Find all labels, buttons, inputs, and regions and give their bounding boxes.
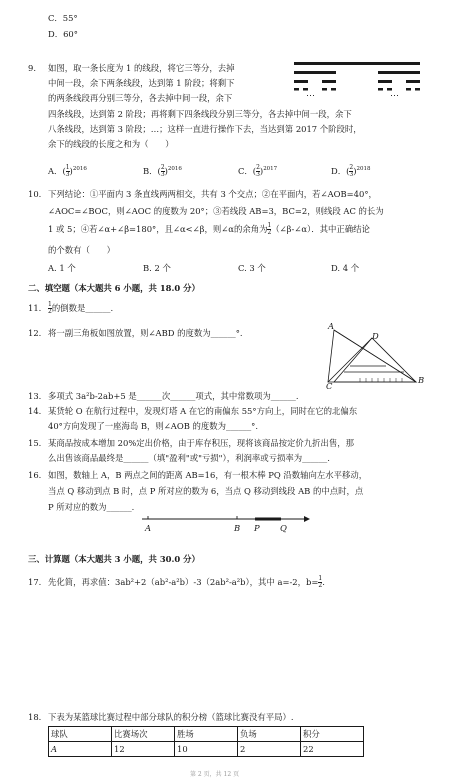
section-fill-in-title: 二、填空题（本大题共 6 小题，共 18.0 分） [28, 283, 200, 293]
q10-option-c: C. 3 个 [238, 263, 266, 273]
page-footer: 第 2 页，共 12 页 [190, 771, 240, 778]
q10-option-d: D. 4 个 [331, 263, 360, 273]
q9-line3: 的两条线段再分别三等分，各去掉中间一段，余下 [48, 93, 233, 103]
q16-line3: P 所对应的数为______. [48, 502, 135, 512]
q11-number: 11. [28, 303, 42, 313]
q9-number: 9. [28, 63, 36, 73]
cantor-dots-left: ⋯ [306, 91, 315, 101]
q15-line2: 么出售该商品最终是______（填"盈利"或"亏损"），利润率或亏损率为______. [48, 453, 330, 463]
q9-line2: 中间一段，余下两条线段，达到第 1 阶段；将剩下 [48, 78, 235, 88]
q10-line1: 下列结论：①平面内 3 条直线两两相交，共有 3 个交点；②在平面内，若∠AOB=40°， [48, 189, 377, 199]
score-table [48, 726, 364, 757]
q17-text: 先化简，再求值：3ab²+2（ab²-a²b）-3（2ab²-a²b），其中 a=-2，b= $\frac{1}{2}$ . [48, 575, 325, 589]
q10-option-a: A. 1 个 [48, 263, 76, 273]
table-cell: 12 [112, 742, 175, 757]
fig12-label-d: D [372, 331, 379, 341]
q12-number: 12. [28, 328, 42, 338]
q13-text: 多项式 3a²b-2ab+5 是______次______项式，其中常数项为______. [48, 391, 299, 401]
numline-label-a: A [145, 523, 152, 533]
numline-label-p: P [254, 523, 260, 533]
fig12-label-b: B [418, 375, 425, 385]
q10-number: 10. [28, 189, 42, 199]
q16-line2: 当点 Q 移动到点 B 时，点 P 所对应的数为 6，当点 Q 移动到线段 AB 的中点时，点 [48, 486, 364, 496]
q15-line1: 某商品按成本增加 20%定出价格，由于库存积压，现将该商品按定价九折出售，那 [48, 438, 355, 448]
q10-line4: 的个数有（ ） [48, 245, 115, 255]
q9-line1: 如图，取一条长度为 1 的线段，将它三等分，去掉 [48, 63, 235, 73]
numline-label-b: B [234, 523, 241, 533]
q10-line3: 1 或 5；④若∠α+∠β=180°，且∠α<∠β，则∠α的余角为 $\frac{1}{2}$ （∠β-∠α）．其中正确结论 [48, 222, 370, 236]
q10-option-b: B. 2 个 [143, 263, 171, 273]
q9-line4: 四条线段，达到第 2 阶段；再将剩下四条线段分别三等分，各去掉中间一段，余下 [48, 109, 352, 119]
option-c-top: C．55° [48, 13, 78, 23]
cantor-dots-right: ⋯ [390, 91, 399, 101]
q14-line1: 某货轮 O 在航行过程中，发现灯塔 A 在它的南偏东 55°方向上，同时在它的北偏东 [48, 406, 358, 416]
q9-option-a: A．( $\frac{1}{3}$ )$^{2016}$ [48, 163, 87, 178]
q16-number: 16. [28, 470, 42, 480]
q9-line5: 八条线段，达到第 3 阶段；…；这样一直进行操作下去，当达到第 2017 个阶段时， [48, 124, 362, 134]
fig12-label-c: C [326, 381, 333, 391]
table-cell: 22 [301, 742, 364, 757]
q9-option-c: C．( $\frac{2}{3}$ )$^{2017}$ [238, 163, 278, 178]
q16-line1: 如图，数轴上 A，B 两点之间的距离 AB=16，有一根木棒 PQ 沿数轴向左水平移动， [48, 470, 368, 480]
q18-text: 下表为某篮球比赛过程中部分球队的积分榜（篮球比赛没有平局）. [48, 712, 294, 722]
table-cell: 10 [175, 742, 238, 757]
fig12-label-a: A [328, 321, 335, 331]
q15-number: 15. [28, 438, 42, 448]
q9-option-b: B．( $\frac{2}{3}$ )$^{2016}$ [143, 163, 182, 178]
q11-text: $\frac{1}{2}$ 的倒数是______. [48, 301, 114, 315]
q14-number: 14. [28, 406, 42, 416]
table-cell: A [49, 742, 112, 757]
numline-label-q: Q [280, 523, 287, 533]
option-d-top: D．60° [48, 29, 78, 39]
table-header-cell: 比赛场次 [112, 727, 175, 742]
q9-line6: 余下的线段的长度之和为（ ） [48, 139, 174, 149]
q12-text: 将一副三角板如图放置，则∠ABD 的度数为______°. [48, 328, 243, 338]
q14-line2: 40°方向发现了一座海岛 B，则∠AOB 的度数为______°. [48, 421, 259, 431]
section-calc-title: 三、计算题（本大题共 3 小题，共 30.0 分） [28, 554, 200, 564]
q18-number: 18. [28, 712, 42, 722]
table-header-cell: 负场 [238, 727, 301, 742]
q10-line2: ∠AOC=∠BOC，则∠AOC 的度数为 20°；③若线段 AB=3，BC=2，则线段 AC 的长为 [48, 206, 384, 216]
table-header-cell: 积分 [301, 727, 364, 742]
q9-option-d: D．( $\frac{2}{3}$ )$^{2018}$ [331, 163, 371, 178]
table-row [49, 742, 364, 757]
q13-number: 13. [28, 391, 42, 401]
table-header-cell: 球队 [49, 727, 112, 742]
table-header-cell: 胜场 [175, 727, 238, 742]
table-cell: 2 [238, 742, 301, 757]
q17-number: 17. [28, 577, 42, 587]
table-header-row [49, 727, 364, 742]
